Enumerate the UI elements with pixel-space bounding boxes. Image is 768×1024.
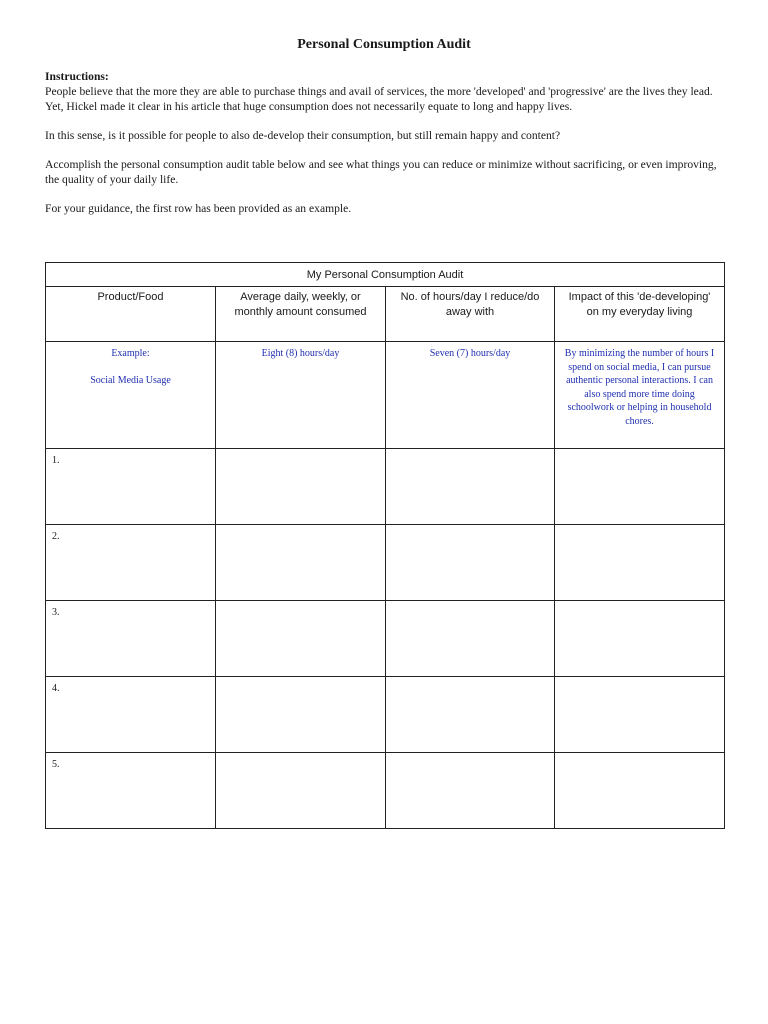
example-impact-cell[interactable] bbox=[555, 342, 725, 449]
example-spacer bbox=[52, 361, 209, 374]
example-row bbox=[46, 342, 725, 449]
row-5-impact-cell[interactable] bbox=[555, 753, 725, 829]
instructions-section bbox=[45, 69, 725, 230]
example-amount: Eight (8) hours/day bbox=[261, 348, 340, 359]
column-header-impact: Impact of this 'de-developing' on my everyday living bbox=[555, 287, 725, 342]
row-number: 4. bbox=[52, 683, 60, 694]
instructions-paragraph-3: Accomplish the personal consumption audit table below and see what things you can reduce or minimize without sacrificing, or even improving, the quality of your daily life. bbox=[45, 158, 717, 186]
row-1-amount-cell[interactable] bbox=[216, 449, 386, 525]
instructions-paragraph-4: For your guidance, the first row has been provided as an example. bbox=[45, 202, 352, 215]
row-3-amount-cell[interactable] bbox=[216, 601, 386, 677]
example-reduced: Seven (7) hours/day bbox=[429, 348, 511, 359]
row-1-reduced-cell[interactable] bbox=[386, 449, 555, 525]
consumption-audit-table bbox=[45, 262, 725, 829]
row-4-impact-cell[interactable] bbox=[555, 677, 725, 753]
example-reduced-cell[interactable] bbox=[386, 342, 555, 449]
table-header-row bbox=[46, 287, 725, 342]
table-row bbox=[46, 601, 725, 677]
example-amount-cell[interactable] bbox=[216, 342, 386, 449]
instructions-paragraph-2: In this sense, is it possible for people to also de-develop their consumption, but still remain happy and content? bbox=[45, 129, 561, 142]
row-1-impact-cell[interactable] bbox=[555, 449, 725, 525]
instructions-paragraph-1: People believe that the more they are able to purchase things and avail of services, the more 'developed' and 'progressive' are the lives they lead. Yet, Hickel made it clear in his article that huge consumption does not necessarily equate to long and happy lives. bbox=[45, 85, 713, 113]
row-3-reduced-cell[interactable] bbox=[386, 601, 555, 677]
example-product-cell[interactable] bbox=[46, 342, 216, 449]
table-caption: My Personal Consumption Audit bbox=[46, 263, 725, 287]
row-number: 3. bbox=[52, 607, 60, 618]
table-row bbox=[46, 753, 725, 829]
row-5-product-cell[interactable] bbox=[46, 753, 216, 829]
row-5-amount-cell[interactable] bbox=[216, 753, 386, 829]
row-number: 5. bbox=[52, 759, 60, 770]
row-2-amount-cell[interactable] bbox=[216, 525, 386, 601]
row-4-amount-cell[interactable] bbox=[216, 677, 386, 753]
row-number: 1. bbox=[52, 455, 60, 466]
row-3-product-cell[interactable] bbox=[46, 601, 216, 677]
example-product: Social Media Usage bbox=[90, 374, 171, 386]
table-caption-row bbox=[46, 263, 725, 287]
row-5-reduced-cell[interactable] bbox=[386, 753, 555, 829]
row-number: 2. bbox=[52, 531, 60, 542]
row-2-impact-cell[interactable] bbox=[555, 525, 725, 601]
column-header-amount: Average daily, weekly, or monthly amount consumed bbox=[216, 287, 386, 342]
column-header-product: Product/Food bbox=[46, 287, 216, 342]
table-row bbox=[46, 525, 725, 601]
example-impact: By minimizing the number of hours I spend on social media, I can pursue authentic personal interactions. I can also spend more time doing schoolwork or helping in household chores. bbox=[564, 348, 715, 427]
row-1-product-cell[interactable] bbox=[46, 449, 216, 525]
column-header-hours-reduced: No. of hours/day I reduce/do away with bbox=[386, 287, 555, 342]
row-2-product-cell[interactable] bbox=[46, 525, 216, 601]
row-4-product-cell[interactable] bbox=[46, 677, 216, 753]
row-2-reduced-cell[interactable] bbox=[386, 525, 555, 601]
table-row bbox=[46, 677, 725, 753]
table-row bbox=[46, 449, 725, 525]
row-3-impact-cell[interactable] bbox=[555, 601, 725, 677]
page-title: Personal Consumption Audit bbox=[297, 37, 471, 52]
example-label: Example: bbox=[111, 348, 150, 359]
row-4-reduced-cell[interactable] bbox=[386, 677, 555, 753]
instructions-heading: Instructions: bbox=[45, 70, 109, 83]
